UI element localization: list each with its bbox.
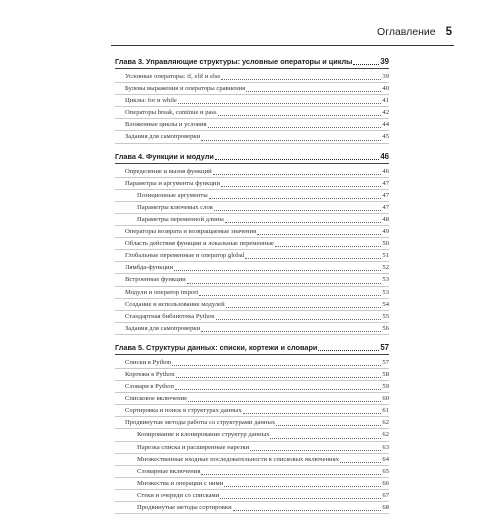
toc-page-number: 53 xyxy=(382,276,389,284)
toc-entry[interactable] xyxy=(115,466,389,478)
toc-page-number: 65 xyxy=(382,467,389,475)
toc-page-number: 66 xyxy=(382,479,389,487)
dot-leader xyxy=(199,294,381,296)
toc-entry[interactable] xyxy=(115,357,389,369)
toc-entry-title: Параметры переменной длины xyxy=(137,215,224,223)
toc-entry[interactable] xyxy=(115,238,389,250)
toc-page-number: 42 xyxy=(382,109,389,117)
toc-entry-title: Задания для самопроверки xyxy=(125,324,201,332)
toc-page-number: 54 xyxy=(382,300,389,308)
dot-leader xyxy=(245,257,381,259)
toc-page-number: 64 xyxy=(382,455,389,463)
toc-page-number: 53 xyxy=(382,288,389,296)
toc-entry-title: Списки в Python xyxy=(125,358,172,366)
dot-leader xyxy=(257,233,381,235)
toc-chapter-entry[interactable] xyxy=(115,342,389,355)
toc-chapter-title: Глава 4. Функции и модули xyxy=(115,151,214,161)
toc-chapter xyxy=(115,342,389,514)
toc-entry[interactable] xyxy=(115,454,389,466)
toc-entry[interactable] xyxy=(115,442,389,454)
toc-chapter-entry[interactable] xyxy=(115,151,389,164)
toc-page-number: 39 xyxy=(382,73,389,80)
toc-entry-title: Списковое включение xyxy=(125,395,188,403)
toc-page-number: 62 xyxy=(382,431,389,439)
header-rule xyxy=(111,45,454,46)
dot-leader xyxy=(176,376,382,378)
dot-leader xyxy=(201,139,381,141)
dot-leader xyxy=(233,509,382,511)
dot-leader xyxy=(276,424,381,426)
toc-entry[interactable] xyxy=(115,405,389,417)
dot-leader xyxy=(340,461,381,463)
toc-entry[interactable] xyxy=(115,71,389,83)
dot-leader xyxy=(172,364,381,366)
toc-entry[interactable] xyxy=(115,381,389,393)
dot-leader xyxy=(221,185,381,187)
toc-chapter xyxy=(115,151,389,335)
toc-entry[interactable] xyxy=(115,107,389,119)
toc-entry-title: Нарезка списка и расширенные нарезки xyxy=(137,443,250,451)
toc-entry-title: Сортировка и поиск в структурах данных xyxy=(125,407,242,415)
toc-chapter-title: Глава 5. Структуры данных: списки, кортежи и словари xyxy=(115,342,318,352)
dot-leader xyxy=(209,197,382,199)
toc-page-number: 62 xyxy=(382,419,389,427)
toc-entry-title: Продвинутые методы работы со структурами данных xyxy=(125,419,276,427)
toc-entry-title: Множественные входные последовательности в списковых включениях xyxy=(137,455,339,463)
toc-page-number: 46 xyxy=(380,151,389,161)
toc-page-number: 60 xyxy=(382,395,389,403)
toc-page-number: 40 xyxy=(382,85,389,93)
dot-leader xyxy=(221,78,381,80)
toc-entry[interactable] xyxy=(115,226,389,238)
toc-page-number: 47 xyxy=(382,179,389,187)
toc-entry-title: Определение и вызов функций xyxy=(125,167,212,175)
toc-chapter-entry[interactable] xyxy=(115,56,389,69)
toc-entry[interactable] xyxy=(115,214,389,226)
dot-leader xyxy=(318,349,379,351)
toc-entry[interactable] xyxy=(115,250,389,262)
toc-entry-title: Область действия функции и локальные переменные xyxy=(125,240,274,248)
dot-leader xyxy=(353,63,379,65)
toc-entry[interactable] xyxy=(115,323,389,335)
toc-page-number: 48 xyxy=(382,215,389,223)
dot-leader xyxy=(215,158,379,160)
dot-leader xyxy=(187,282,382,284)
dot-leader xyxy=(188,400,381,402)
dot-leader xyxy=(226,306,382,308)
toc-entry[interactable] xyxy=(115,83,389,95)
dot-leader xyxy=(216,318,382,320)
toc-entry-title: Задания для самопроверки xyxy=(125,133,201,141)
toc-entry-title: Глобальные переменные и оператор global xyxy=(125,252,245,260)
toc-entry[interactable] xyxy=(115,166,389,178)
toc-page-number: 51 xyxy=(382,252,389,260)
dot-leader xyxy=(250,449,381,451)
dot-leader xyxy=(208,126,382,128)
toc-entry[interactable] xyxy=(115,502,389,514)
toc-entry-title: Операторы возврата и возвращаемые значения xyxy=(125,228,257,236)
dot-leader xyxy=(218,114,382,116)
toc-page-number: 68 xyxy=(382,504,389,511)
toc-page-number: 63 xyxy=(382,443,389,451)
dot-leader xyxy=(270,437,381,439)
toc-entry-title: Словарные включения xyxy=(137,467,201,475)
toc-entry-title: Стеки и очереди со списками xyxy=(137,491,220,499)
toc-entry[interactable] xyxy=(115,119,389,131)
page-number: 5 xyxy=(445,26,452,38)
toc-entry[interactable] xyxy=(115,95,389,107)
table-of-contents xyxy=(115,56,389,514)
toc-page-number: 41 xyxy=(382,97,389,105)
toc-entry[interactable] xyxy=(115,274,389,286)
toc-entry-title: Циклы: for и while xyxy=(125,97,177,105)
toc-entry[interactable] xyxy=(115,311,389,323)
toc-entry[interactable] xyxy=(115,287,389,299)
dot-leader xyxy=(175,388,382,390)
dot-leader xyxy=(178,102,382,104)
toc-entry-title: Множества и операции с ними xyxy=(137,479,224,487)
dot-leader xyxy=(225,221,382,223)
toc-page-number: 39 xyxy=(380,57,389,66)
toc-page-number: 47 xyxy=(382,191,389,199)
toc-entry-title: Создание и использование модулей xyxy=(125,300,225,308)
toc-entry[interactable] xyxy=(115,178,389,190)
toc-page-number: 57 xyxy=(380,342,389,352)
toc-chapter xyxy=(115,56,389,144)
toc-entry-title: Позиционные аргументы xyxy=(137,191,208,199)
toc-page-number: 55 xyxy=(382,312,389,320)
toc-page-number: 49 xyxy=(382,228,389,236)
toc-entry[interactable] xyxy=(115,190,389,202)
toc-page-number: 59 xyxy=(382,383,389,391)
running-head xyxy=(377,26,452,38)
toc-entry-title: Операторы break, continue и pass xyxy=(125,109,217,117)
toc-page-number: 67 xyxy=(382,491,389,499)
dot-leader xyxy=(214,209,382,211)
toc-entry-title: Продвинутые методы сортировки xyxy=(137,504,232,511)
toc-page-number: 45 xyxy=(382,133,389,141)
dot-leader xyxy=(213,173,382,175)
toc-chapter-title: Глава 3. Управляющие структуры: условные операторы и циклы xyxy=(115,57,353,66)
toc-entry-title: Модули и оператор import xyxy=(125,288,199,296)
toc-entry[interactable] xyxy=(115,202,389,214)
toc-entry-title: Вложенные циклы и условия xyxy=(125,121,207,129)
toc-page-number: 58 xyxy=(382,370,389,378)
toc-entry[interactable] xyxy=(115,369,389,381)
toc-entry[interactable] xyxy=(115,417,389,429)
dot-leader xyxy=(220,497,381,499)
toc-entry-title: Встроенные функции xyxy=(125,276,186,284)
running-head-title: Оглавление xyxy=(377,26,436,38)
toc-entry[interactable] xyxy=(115,490,389,502)
toc-page-number: 56 xyxy=(382,324,389,332)
toc-page-number: 52 xyxy=(382,264,389,272)
toc-entry-title: Лямбда-функции xyxy=(125,264,174,272)
toc-entry[interactable] xyxy=(115,478,389,490)
toc-page-number: 47 xyxy=(382,203,389,211)
dot-leader xyxy=(243,412,382,414)
toc-entry[interactable] xyxy=(115,429,389,441)
toc-page-number: 44 xyxy=(382,121,389,129)
toc-entry-title: Кортежи в Python xyxy=(125,370,175,378)
toc-page-number: 46 xyxy=(382,167,389,175)
toc-entry-title: Булевы выражения и операторы сравнения xyxy=(125,85,246,93)
toc-entry-title: Параметры ключевых слов xyxy=(137,203,213,211)
toc-entry-title: Параметры и аргументы функции xyxy=(125,179,220,187)
toc-entry-title: Стандартная библиотека Python xyxy=(125,312,215,320)
dot-leader xyxy=(174,269,381,271)
toc-entry-title: Копирование и клонирование структур данных xyxy=(137,431,270,439)
dot-leader xyxy=(201,473,381,475)
toc-page-number: 57 xyxy=(382,358,389,366)
toc-entry-title: Словари в Python xyxy=(125,383,174,391)
toc-page-number: 61 xyxy=(382,407,389,415)
toc-entry[interactable] xyxy=(115,262,389,274)
toc-entry[interactable] xyxy=(115,393,389,405)
toc-entry[interactable] xyxy=(115,131,389,143)
dot-leader xyxy=(201,330,381,332)
toc-page-number: 50 xyxy=(382,240,389,248)
dot-leader xyxy=(246,90,381,92)
toc-entry[interactable] xyxy=(115,299,389,311)
dot-leader xyxy=(224,485,381,487)
dot-leader xyxy=(275,245,382,247)
toc-entry-title: Условные операторы: if, elif и else xyxy=(125,73,221,80)
